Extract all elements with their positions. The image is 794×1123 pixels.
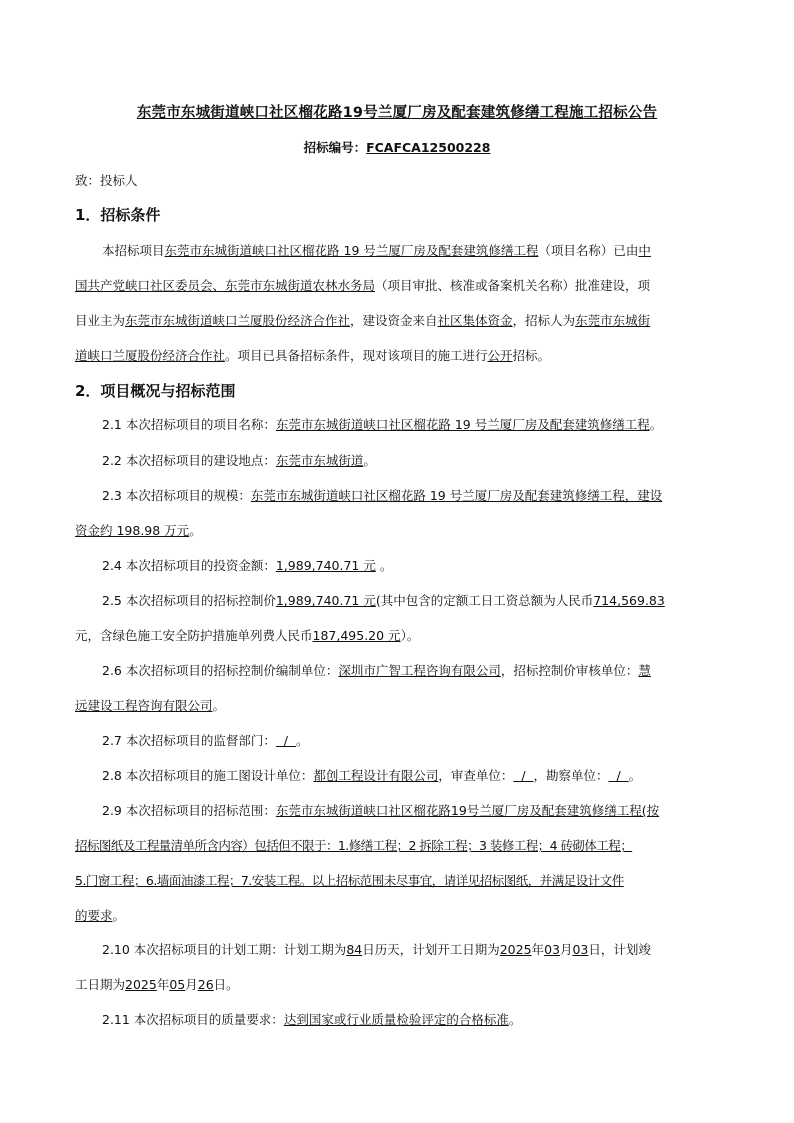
section-2-heading: 2．项目概况与招标范围 [75,382,236,400]
p2-9-line-4 [75,907,125,925]
p-text: 月 [559,942,573,957]
p-text: 。 [212,698,226,713]
bid-number-label: 招标编号： [303,140,367,155]
p-text: 。 [649,417,663,432]
p-value: 东莞市东城街道 [275,453,364,468]
p-value: 资金约 198.98 万元 [75,523,190,538]
s1-text: （项目审批、核准或备案机关名称）批准建设，项 [375,278,651,293]
s1-text: 目业主为 [75,313,126,328]
p-text: 2.3 本次招标项目的规模： [102,488,251,503]
p2-3-line-1 [102,487,662,505]
p-text: 月 [185,977,198,992]
p-text: 2.2 本次招标项目的建设地点： [102,453,276,468]
p-value: 714,569.83 [593,593,665,608]
p-text: 2.10 本次招标项目的计划工期：计划工期为 [102,942,347,957]
p-text: ，招标控制价审核单位： [500,663,639,678]
p-text: 2.11 本次招标项目的质量要求： [102,1012,284,1027]
p-text: 2.6 本次招标项目的招标控制价编制单位： [102,663,339,678]
p-text: 。 [363,453,376,468]
p-text: 工日期为 [75,977,126,992]
p-text: ）。 [400,628,420,643]
p-text: 。 [189,523,202,538]
s1-tenderer: 道峡口兰厦股份经济合作社 [75,348,226,363]
s1-owner: 东莞市东城街道峡口兰厦股份经济合作社 [125,313,351,328]
document-title: 东莞市东城街道峡口社区榴花路19号兰厦厂房及配套建筑修缮工程施工招标公告 [136,105,658,121]
s1-funding: 社区集体资金 [437,313,513,328]
p2-3-line-2 [75,522,202,540]
p2-8 [102,767,641,785]
s1-text: 招标。 [512,348,551,363]
p2-11 [102,1011,521,1029]
p-value: / [513,768,534,783]
p-text: (其中包含的定额工日工资总额为人民币 [375,593,594,608]
p-value: 1,989,740.71 元 [275,593,376,608]
s1-tenderer-start: 东莞市东城街 [575,313,651,328]
s1-line-1 [102,242,651,260]
p-text: 日。 [213,977,239,992]
s1-approver: 国共产党峡口社区委员会、东莞市东城街道农林水务局 [75,278,376,293]
s1-line-3 [75,312,650,330]
s1-text: 本招标项目 [102,243,165,258]
p-text: 年 [156,977,170,992]
p-text: 。 [375,558,393,573]
p-text: 2.5 本次招标项目的招标控制价 [102,593,276,608]
s1-method: 公开 [487,348,513,363]
p-text: 元，含绿色施工安全防护措施单列费人民币 [75,628,313,643]
s1-text: ，招标人为 [512,313,576,328]
section-1-heading: 1．招标条件 [75,206,161,224]
p-text: 2.1 本次招标项目的项目名称： [102,417,276,432]
p2-5-line-1 [102,592,665,610]
p-value: 慧 [638,663,651,678]
p-value: 东莞市东城街道峡口社区榴花路19号兰厦厂房及配套建筑修缮工程(按 [275,803,660,818]
p-value: 1,989,740.71 元 [275,558,376,573]
p2-5-line-2 [75,627,419,645]
p2-6-line-2 [75,697,225,715]
p-text: 。 [295,733,309,748]
p-text: 。 [628,768,642,783]
p-text: 。 [112,908,126,923]
p-value: 2025 [125,977,157,992]
p2-10-line-1 [102,941,651,959]
salutation: 致：投标人 [75,173,138,188]
s1-approver-start: 中 [638,243,651,258]
s1-text: 。项目已具备招标条件，现对该项目的施工进行 [225,348,488,363]
p-text: 2.7 本次招标项目的监督部门： [102,733,276,748]
p-value: 深圳市广智工程咨询有限公司 [338,663,501,678]
p-value: / [608,768,629,783]
p-text: 2.8 本次招标项目的施工图设计单位： [102,768,314,783]
p-value: 26 [197,977,214,992]
s1-text: （项目名称）已由 [538,243,639,258]
p-text: 日，计划竣 [588,942,651,957]
s1-text: ，建设资金来自 [350,313,438,328]
s1-project-name: 东莞市东城街道峡口社区榴花路 19 号兰厦厂房及配套建筑修缮工程 [164,243,539,258]
p-value: 都创工程设计有限公司 [313,768,439,783]
p-text: ，审查单位： [438,768,514,783]
p-text: 年 [531,942,545,957]
p2-10-line-2 [75,976,239,994]
p2-7 [102,732,308,750]
p2-1 [102,416,662,434]
p-value: 达到国家或行业质量检验评定的合格标准 [283,1012,509,1027]
p-value: 2025 [499,942,532,957]
p2-2 [102,452,376,470]
p-value: 187,495.20 元 [312,628,401,643]
p-text: 2.4 本次招标项目的投资金额： [102,558,276,573]
p-text: 2.9 本次招标项目的招标范围： [102,803,276,818]
p2-4 [102,557,392,575]
p-text: 日历天，计划开工日期为 [362,942,500,957]
p2-9-line-3: 5.门窗工程；6.墙面油漆工程；7.安装工程。以上招标范围未尽事宜，请详见招标图纸，并满足设计文件 [75,873,624,888]
p-value: 的要求 [75,908,113,923]
s1-line-2 [75,277,650,295]
p2-9-line-2: 招标图纸及工程量清单所含内容）包括但不限于：1.修缮工程；2 拆除工程；3 装修工程；4 砖砌体工程； [75,838,633,853]
p-value: 东莞市东城街道峡口社区榴花路 19 号兰厦厂房及配套建筑修缮工程 [275,417,650,432]
p-text: ，勘察单位： [533,768,609,783]
s1-line-4 [75,347,550,365]
bid-number-line [0,138,794,156]
p-value: 05 [169,977,186,992]
p-value: 03 [544,942,560,957]
p-value: 远建设工程咨询有限公司 [75,698,213,713]
p-value: 东莞市东城街道峡口社区榴花路 19 号兰厦厂房及配套建筑修缮工程，建设 [250,488,663,503]
p2-9-line-1 [102,802,659,820]
p-text: 。 [508,1012,522,1027]
p-value: / [275,733,296,748]
p-value: 84 [346,942,363,957]
p-value: 03 [572,942,589,957]
bid-number: FCAFCA12500228 [366,140,491,155]
p2-6-line-1 [102,662,651,680]
